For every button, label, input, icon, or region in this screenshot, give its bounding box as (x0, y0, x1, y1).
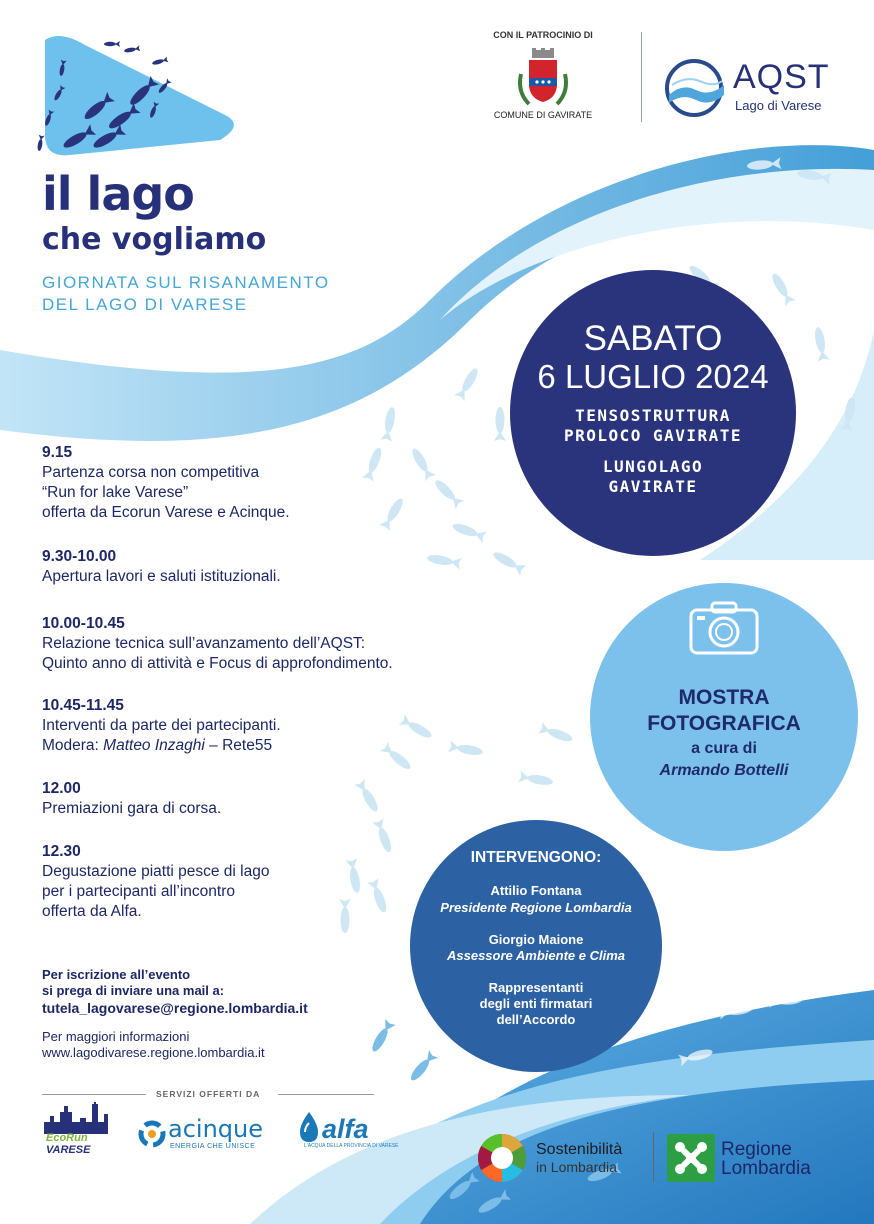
program-text: Apertura lavori e saluti istituzionali. (42, 568, 281, 585)
sostenibilita-line-2: in Lombardia (536, 1159, 617, 1175)
program-item (42, 443, 290, 523)
venue-line-2: PROLOCO GAVIRATE (563, 426, 743, 445)
speaker-name: Attilio Fontana (490, 883, 582, 898)
speakers-heading: INTERVENGONO: (470, 849, 602, 866)
gavirate-coat-of-arms-icon (515, 46, 571, 110)
alfa-tagline: L'ACQUA DELLA PROVINCIA DI VARESE (304, 1143, 399, 1149)
venue-line-1: TENSOSTRUTTURA (575, 406, 731, 425)
municipality-name: COMUNE DI GAVIRATE (493, 110, 593, 120)
program-item (42, 547, 281, 587)
regione-line-2: Lombardia (721, 1158, 811, 1179)
divider (42, 1094, 146, 1095)
program-time: 9.15 (42, 444, 73, 461)
aqst-subtitle: Lago di Varese (735, 98, 822, 113)
program-time: 12.00 (42, 780, 81, 797)
program-moderator (42, 736, 281, 756)
sdg-wheel-icon (476, 1132, 528, 1184)
regione-line-1: Regione (721, 1139, 792, 1160)
exhibition-curated-by: a cura di (691, 740, 757, 757)
program-time: 12.30 (42, 843, 81, 860)
exhibition-curator: Armando Bottelli (659, 762, 789, 779)
ecorun-skyline-icon (42, 1100, 112, 1136)
sostenibilita-line-1: Sostenibilità (536, 1141, 623, 1158)
subtitle-line-2: DEL LAGO DI VARESE (42, 295, 248, 314)
program-time: 10.00-10.45 (42, 615, 125, 632)
location-line-2: GAVIRATE (608, 477, 698, 496)
ecorun-logo-line-1: EcoRun (46, 1132, 88, 1144)
subtitle (42, 272, 330, 316)
speakers-others-line-3: dell’Accordo (496, 1012, 576, 1027)
program-item (42, 696, 281, 756)
exhibition-title-line-2: FOTOGRAFICA (647, 712, 801, 735)
event-date: 6 LUGLIO 2024 (537, 358, 769, 395)
program-time: 9.30-10.00 (42, 548, 117, 565)
camera-icon (688, 600, 760, 656)
program-item (42, 842, 269, 922)
event-day: SABATO (583, 319, 723, 358)
website-link[interactable]: www.lagodivarese.regione.lombardia.it (42, 1045, 265, 1060)
water-drop-icon (296, 1110, 322, 1144)
program-time: 10.45-11.45 (42, 697, 124, 714)
program-text: Interventi da parte dei partecipanti. (42, 717, 281, 734)
sponsors-label: SERVIZI OFFERTI DA (156, 1089, 261, 1099)
acinque-logo-icon (138, 1120, 166, 1148)
moderator-prefix: Modera: (42, 737, 104, 754)
program-text: offerta da Ecorun Varese e Acinque. (42, 504, 290, 521)
program-text: Premiazioni gara di corsa. (42, 800, 222, 817)
speakers-others-line-1: Rappresentanti (488, 980, 584, 995)
contact-email-link[interactable]: tutela_lagovarese@regione.lombardia.it (42, 1000, 308, 1016)
patronage-label: CON IL PATROCINIO DI (493, 30, 593, 40)
info-label: Per maggiori informazioni (42, 1029, 190, 1044)
location-line-1: LUNGOLAGO (602, 457, 704, 476)
regione-lombardia-logo-icon (667, 1134, 715, 1182)
acinque-logo-text: acinque (168, 1115, 263, 1143)
program-text: offerta da Alfa. (42, 903, 142, 920)
aqst-logo-icon (662, 55, 732, 121)
program-text: “Run for lake Varese” (42, 484, 189, 501)
program-text: Quinto anno di attività e Focus di approfondimento. (42, 655, 393, 672)
acinque-tagline: ENERGIA CHE UNISCE (170, 1143, 256, 1150)
speaker-role: Assessore Ambiente e Clima (447, 948, 625, 963)
divider (278, 1094, 374, 1095)
divider (653, 1132, 654, 1182)
subtitle-line-1: GIORNATA SUL RISANAMENTO (42, 273, 330, 292)
program-text: Relazione tecnica sull’avanzamento dell’AQST: (42, 635, 366, 652)
exhibition-title-line-1: MOSTRA (678, 686, 770, 709)
divider (641, 32, 642, 122)
speaker-name: Giorgio Maione (488, 932, 584, 947)
moderator-suffix: – Rete55 (204, 737, 273, 754)
speakers-others-line-2: degli enti firmatari (479, 996, 593, 1011)
program-item (42, 779, 221, 819)
alfa-logo-text: alfa (322, 1114, 369, 1144)
contact-line-1: Per iscrizione all’evento (42, 967, 191, 982)
aqst-title: AQST (733, 58, 830, 96)
program-text: Partenza corsa non competitiva (42, 464, 260, 481)
program-text: per i partecipanti all’incontro (42, 883, 235, 900)
program-item (42, 614, 393, 674)
title-line-1: il lago (42, 167, 194, 221)
moderator-name: Matteo Inzaghi (103, 737, 205, 754)
speaker-role: Presidente Regione Lombardia (440, 900, 632, 915)
ecorun-logo (46, 1132, 116, 1156)
contact-line-2: si prega di inviare una mail a: (42, 983, 225, 998)
program-text: Degustazione piatti pesce di lago (42, 863, 270, 880)
ecorun-logo-line-2: VARESE (46, 1144, 91, 1156)
title-line-2: che vogliamo (42, 222, 267, 257)
